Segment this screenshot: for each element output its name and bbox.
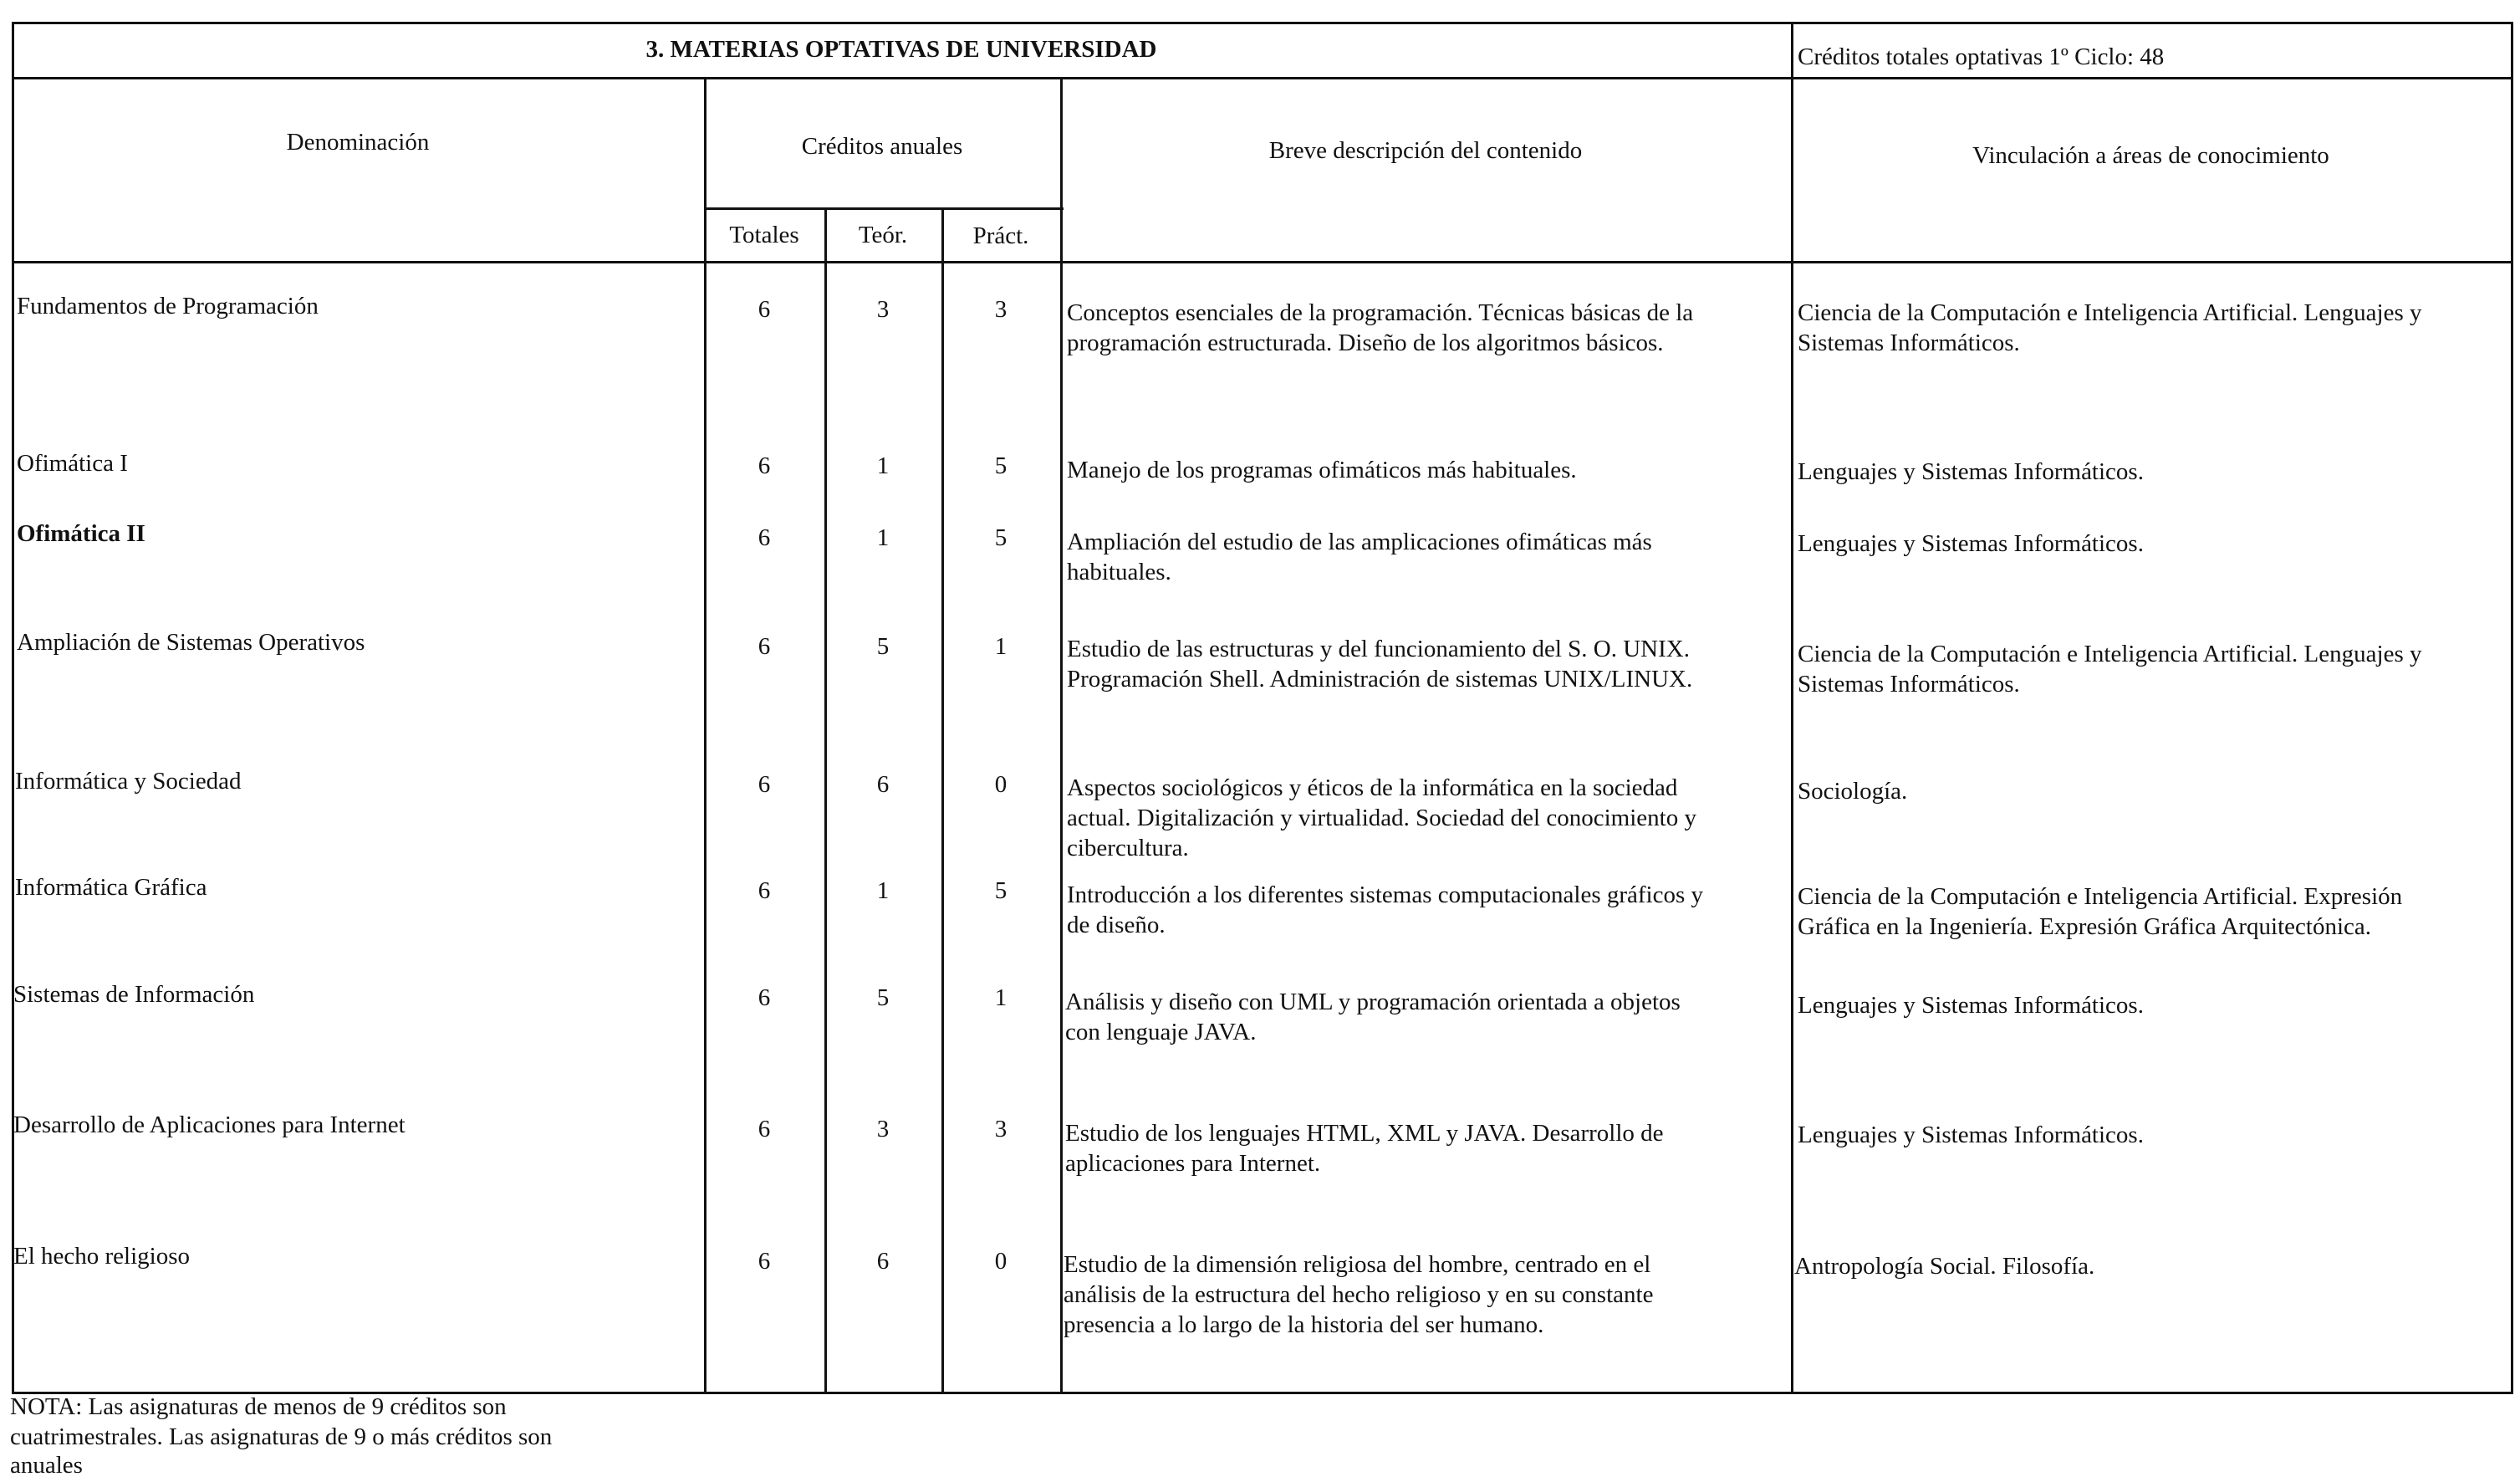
subject-name: Fundamentos de Programación [17,293,319,319]
note-line: anuales [10,1452,83,1479]
description-line: presencia a lo largo de la historia del ser humano. [1064,1311,1544,1338]
area-line: Lenguajes y Sistemas Informáticos. [1798,530,2144,557]
subject-name: El hecho religioso [13,1243,191,1270]
credits-pract: 5 [994,877,1007,904]
description-line: Estudio de la dimensión religiosa del hombre, centrado en el [1064,1251,1651,1278]
header-teor: Teór. [858,222,908,248]
credits-totales: 6 [758,452,771,479]
subheader-divider [704,207,1064,210]
area-line: Ciencia de la Computación e Inteligencia Artificial. Lenguajes y [1798,299,2422,326]
credits-teor: 3 [876,1116,890,1142]
credits-pract: 3 [994,296,1007,323]
description-line: cibercultura. [1067,835,1189,861]
description-line: programación estructurada. Diseño de los algoritmos básicos. [1067,330,1664,356]
description-line: Ampliación del estudio de las amplicaciones ofimáticas más [1067,529,1652,555]
credits-pract: 5 [994,524,1007,551]
credits-teor: 6 [876,771,890,798]
credits-teor: 3 [876,296,890,323]
description-line: habituales. [1067,559,1171,585]
subject-name: Ampliación de Sistemas Operativos [17,629,365,656]
table-left-border [12,22,14,1394]
description-line: Programación Shell. Administración de sistemas UNIX/LINUX. [1067,666,1693,692]
credits-teor: 5 [876,984,890,1011]
credits-totales: 6 [758,984,771,1011]
credits-totales: 6 [758,877,771,904]
description-line: análisis de la estructura del hecho religioso y en su constante [1064,1281,1654,1308]
area-line: Lenguajes y Sistemas Informáticos. [1798,458,2144,485]
description-line: actual. Digitalización y virtualidad. Sociedad del conocimiento y [1067,805,1696,831]
credits-teor: 1 [876,524,890,551]
header-totales: Totales [729,222,799,248]
column-divider-description [1791,22,1793,1394]
area-line: Sistemas Informáticos. [1798,330,2020,356]
area-line: Ciencia de la Computación e Inteligencia Artificial. Expresión [1798,883,2403,910]
subject-name: Ofimática II [17,520,145,547]
credits-pract: 0 [994,771,1007,798]
credits-pract: 1 [994,984,1007,1011]
table-title: 3. MATERIAS OPTATIVAS DE UNIVERSIDAD [645,36,1157,63]
total-credits-label: Créditos totales optativas 1º Ciclo: 48 [1798,43,2165,70]
credits-totales: 6 [758,1248,771,1275]
header-vinculacion: Vinculación a áreas de conocimiento [1972,142,2329,169]
column-divider-teor [941,207,944,1394]
subject-name: Sistemas de Información [13,981,255,1008]
area-line: Antropología Social. Filosofía. [1794,1253,2095,1280]
header-bottom-border [12,261,2513,263]
table-top-border [12,22,2513,24]
credits-teor: 1 [876,877,890,904]
header-denominacion: Denominación [286,129,430,156]
credits-teor: 1 [876,452,890,479]
credits-totales: 6 [758,1116,771,1142]
table-right-border [2511,22,2513,1394]
note-line: NOTA: Las asignaturas de menos de 9 créditos son [10,1393,507,1420]
header-descripcion: Breve descripción del contenido [1268,137,1583,164]
subject-name: Informática Gráfica [15,874,207,901]
area-line: Gráfica en la Ingeniería. Expresión Gráfica Arquitectónica. [1798,913,2372,940]
subject-name: Desarrollo de Aplicaciones para Internet [13,1112,406,1138]
column-divider-name [704,77,707,1394]
area-line: Sistemas Informáticos. [1798,671,2020,698]
description-line: Análisis y diseño con UML y programación orientada a objetos [1065,989,1681,1015]
credits-totales: 6 [758,296,771,323]
title-row-bottom-border [12,77,2513,79]
description-line: Estudio de los lenguajes HTML, XML y JAVA. Desarrollo de [1065,1120,1664,1147]
note-line: cuatrimestrales. Las asignaturas de 9 o más créditos son [10,1423,553,1450]
area-line: Sociología. [1798,778,1908,805]
description-line: Aspectos sociológicos y éticos de la informática en la sociedad [1067,774,1678,801]
credits-pract: 5 [994,452,1007,479]
header-pract: Práct. [972,222,1029,249]
column-divider-credits [1060,77,1063,1394]
description-line: Introducción a los diferentes sistemas computacionales gráficos y [1067,882,1704,908]
credits-totales: 6 [758,524,771,551]
credits-pract: 0 [994,1248,1007,1275]
description-line: con lenguaje JAVA. [1065,1019,1257,1045]
credits-teor: 5 [876,633,890,660]
credits-teor: 6 [876,1248,890,1275]
subject-name: Ofimática I [17,450,128,477]
area-line: Ciencia de la Computación e Inteligencia Artificial. Lenguajes y [1798,641,2422,667]
description-line: de diseño. [1067,912,1166,938]
description-line: Estudio de las estructuras y del funcionamiento del S. O. UNIX. [1067,636,1690,662]
credits-totales: 6 [758,633,771,660]
column-divider-totales [824,207,827,1394]
credits-totales: 6 [758,771,771,798]
description-line: aplicaciones para Internet. [1065,1150,1321,1177]
credits-pract: 3 [994,1116,1007,1142]
description-line: Conceptos esenciales de la programación. Técnicas básicas de la [1067,299,1694,326]
area-line: Lenguajes y Sistemas Informáticos. [1798,992,2144,1019]
description-line: Manejo de los programas ofimáticos más habituales. [1067,457,1577,483]
area-line: Lenguajes y Sistemas Informáticos. [1798,1122,2144,1148]
subject-name: Informática y Sociedad [15,768,242,795]
header-creditos-anuales: Créditos anuales [801,133,963,160]
credits-pract: 1 [994,633,1007,660]
